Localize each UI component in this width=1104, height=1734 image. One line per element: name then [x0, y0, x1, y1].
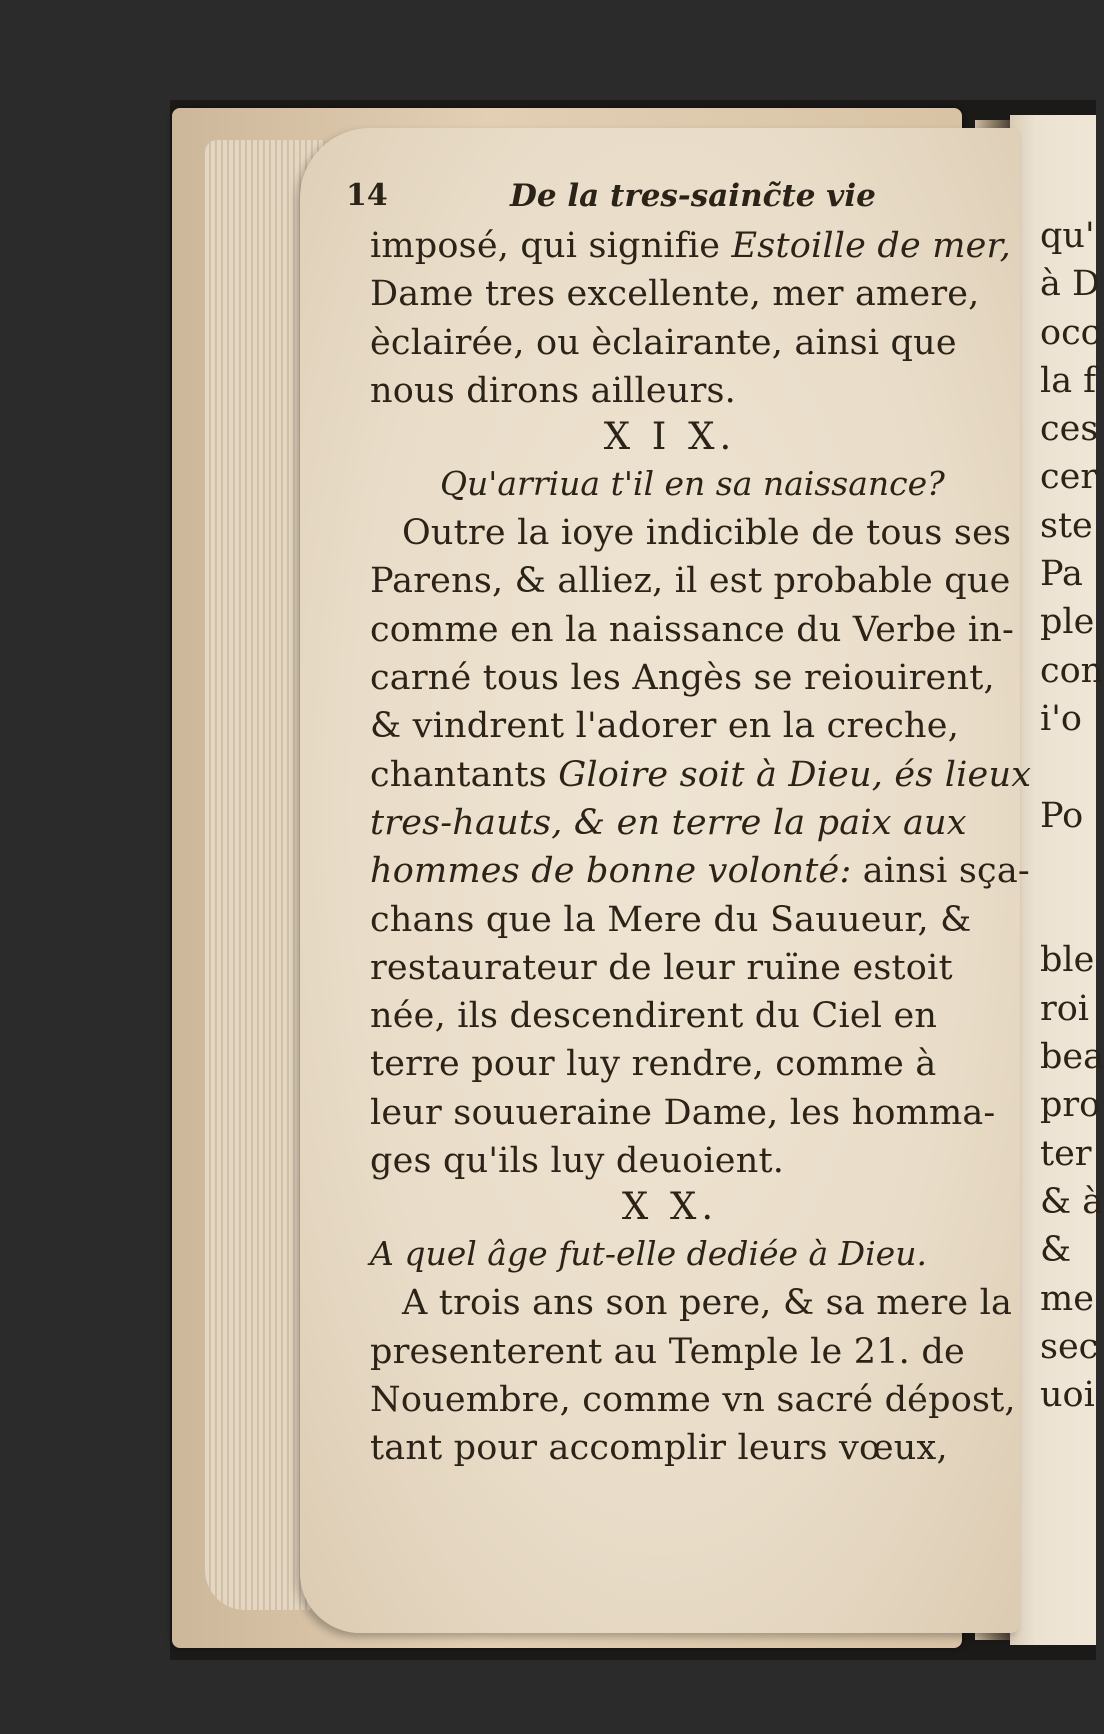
- facing-line: [1040, 888, 1104, 936]
- text-line-it: tres-hauts, & en terre la paix aux: [370, 802, 967, 843]
- question-19: [370, 459, 990, 509]
- text-line-pre: Parens, & alliez, il est probable que: [370, 561, 1011, 602]
- facing-line: con: [1040, 650, 1104, 691]
- text-line: [370, 896, 990, 944]
- text-line: [370, 270, 990, 318]
- text-line-pre: chans que la Mere du Sauueur, &: [370, 899, 972, 940]
- facing-line: me: [1040, 1278, 1094, 1319]
- text-line-pre: comme en la naissance du Verbe in-: [370, 609, 1015, 650]
- text-line-pre: nous dirons ailleurs.: [370, 370, 736, 411]
- text-line: [370, 799, 990, 847]
- facing-line: la f: [1040, 360, 1097, 401]
- text-line-it: Estoille de mer,: [731, 226, 1011, 266]
- text-line-pre: leur souueraine Dame, les homma-: [370, 1092, 996, 1133]
- text-line: [370, 606, 1015, 654]
- section-number-20: X X.: [621, 1185, 719, 1229]
- text-line: [370, 654, 995, 702]
- text-line-pre: restaurateur de leur ruïne estoit: [370, 947, 953, 988]
- answer-19: [370, 509, 1032, 1185]
- facing-page-text: [1040, 212, 1104, 1419]
- text-line-pre: ges qu'ils luy deuoient.: [370, 1141, 785, 1182]
- facing-line: Pa: [1040, 554, 1083, 595]
- facing-line: pro: [1040, 1085, 1101, 1126]
- text-line: [370, 702, 990, 750]
- text-line-pre: imposé, qui signifie: [370, 226, 732, 266]
- running-title: De la tres-sainc̃te vie: [510, 178, 876, 214]
- text-line-pre: carné tous les Angès se reiouirent,: [370, 658, 995, 699]
- text-line: [370, 944, 990, 992]
- facing-line: uoi: [1040, 1375, 1095, 1416]
- facing-line: qu': [1040, 216, 1095, 256]
- text-line: [370, 1279, 1013, 1327]
- facing-line: ces: [1040, 409, 1099, 450]
- section-number-19: X I X.: [603, 415, 737, 459]
- text-line: [370, 1376, 1016, 1424]
- text-line: [370, 1089, 996, 1137]
- text-line-pre: èclairée, ou èclairante, ainsi que: [370, 322, 957, 363]
- text-line-post: ainsi sça-: [851, 851, 1030, 892]
- facing-line: ple: [1040, 602, 1095, 643]
- running-head: [346, 178, 990, 222]
- facing-line: Po: [1040, 795, 1084, 836]
- facing-line: sec: [1040, 1326, 1099, 1367]
- facing-line: [1040, 743, 1104, 791]
- text-line-it: hommes de bonne volonté:: [370, 851, 852, 892]
- text-line-pre: Dame tres excellente, mer amere,: [370, 274, 980, 315]
- text-line: [370, 509, 1012, 557]
- text-line-pre: presenterent au Temple le 21. de: [370, 1331, 965, 1372]
- facing-line: ter: [1040, 1133, 1092, 1174]
- facing-line: ble: [1040, 940, 1095, 981]
- facing-line: &: [1040, 1230, 1072, 1271]
- text-line-it: Gloire soit à Dieu, és lieux: [558, 754, 1032, 795]
- page-number: 14: [346, 178, 388, 213]
- text-line-pre: terre pour luy rendre, comme à: [370, 1044, 937, 1085]
- text-line: [370, 1137, 990, 1185]
- facing-line: bea: [1040, 1037, 1104, 1078]
- text-line: [370, 367, 990, 415]
- page-content: [346, 178, 1032, 1473]
- facing-line: ste: [1040, 505, 1093, 546]
- facing-line: i'o: [1040, 698, 1082, 739]
- facing-line: [1040, 840, 1104, 888]
- text-line: [370, 557, 1011, 605]
- question-20-text: A quel âge fut-elle dediée à Dieu.: [370, 1234, 927, 1274]
- question-19-text: Qu'arriua t'il en sa naissance?: [440, 464, 945, 504]
- facing-line: cer: [1040, 457, 1098, 498]
- text-line-pre: née, ils descendirent du Ciel en: [370, 996, 938, 1037]
- facing-line: occ: [1040, 312, 1101, 353]
- text-line: [370, 751, 1032, 799]
- text-line: [370, 847, 1030, 895]
- text-line: [370, 992, 990, 1040]
- facing-line: à D: [1040, 264, 1101, 305]
- facing-line: & à: [1040, 1181, 1104, 1222]
- text-line: [370, 1328, 990, 1376]
- text-line: [370, 1424, 990, 1472]
- text-line: [370, 1040, 990, 1088]
- text-line-pre: & vindrent l'adorer en la creche,: [370, 706, 960, 747]
- question-20: [370, 1229, 990, 1279]
- facing-line: roi: [1040, 988, 1089, 1029]
- text-line-pre: A trois ans son pere, & sa mere la: [402, 1283, 1013, 1324]
- text-line-pre: Nouembre, comme vn sacré dépost,: [370, 1379, 1016, 1420]
- text-line-pre: chantants: [370, 754, 559, 795]
- text-line-pre: Outre la ioye indicible de tous ses: [402, 513, 1012, 554]
- text-line: [370, 222, 1011, 270]
- text-line: [370, 319, 990, 367]
- text-line-pre: tant pour accomplir leurs vœux,: [370, 1428, 948, 1469]
- answer-20: [370, 1279, 1016, 1472]
- paragraph-continued: [370, 222, 1011, 415]
